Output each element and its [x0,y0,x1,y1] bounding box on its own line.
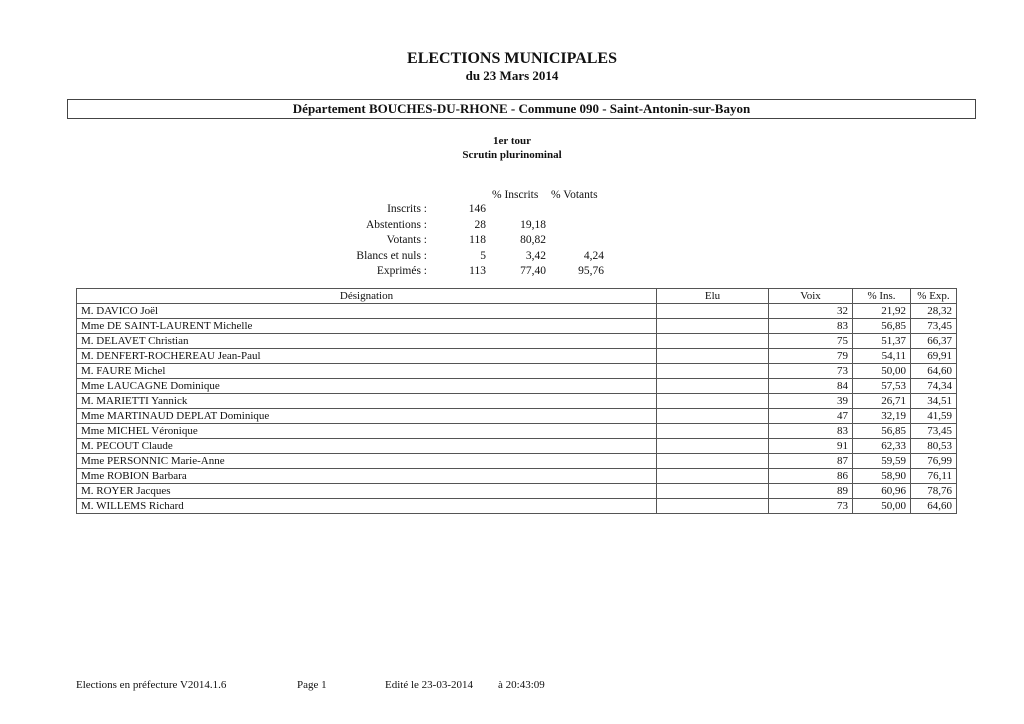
results-table [76,288,957,514]
pct-inscrits: 58,90 [853,469,911,484]
table-row [77,349,957,364]
stats-header-pct-votants: % Votants [551,189,598,201]
elected-mark [657,394,769,409]
stats-lab: Abstentions : [365,218,427,231]
elected-mark [657,304,769,319]
stats-lab: Inscrits : [387,203,427,215]
pct-inscrits: 56,85 [853,424,911,439]
pct-exprimes: 69,91 [911,349,957,364]
pct-exprimes: 64,60 [911,364,957,379]
pct-exprimes: 80,53 [911,439,957,454]
pct-exprimes: 28,32 [911,304,957,319]
pct-inscrits: 62,33 [853,439,911,454]
table-row [77,499,957,514]
pct-inscrits: 56,85 [853,319,911,334]
elected-mark [657,439,769,454]
stats-pi: 19,18 [520,218,546,231]
stats-pv: 4,24 [583,249,604,262]
footer-app-version: Elections en préfecture V2014.1.6 [76,679,227,691]
candidate-name: Mme LAUCAGNE Dominique [77,379,657,394]
pct-inscrits: 21,92 [853,304,911,319]
votes: 86 [769,469,853,484]
col-voix: Voix [769,289,853,304]
pct-inscrits: 59,59 [853,454,911,469]
table-row [77,454,957,469]
candidate-name: Mme ROBION Barbara [77,469,657,484]
votes: 79 [769,349,853,364]
table-row [77,304,957,319]
votes: 83 [769,424,853,439]
table-row [77,439,957,454]
table-row [77,334,957,349]
candidate-name: M. FAURE Michel [77,364,657,379]
table-row [77,394,957,409]
pct-inscrits: 60,96 [853,484,911,499]
candidate-name: M. MARIETTI Yannick [77,394,657,409]
votes: 75 [769,334,853,349]
stats-val: 28 [474,218,486,231]
stats-lab: Blancs et nuls : [356,249,427,262]
pct-exprimes: 76,11 [911,469,957,484]
stats-val: 118 [469,234,486,246]
footer-time: à 20:43:09 [498,679,545,691]
footer-edited: Edité le 23-03-2014 [385,679,473,691]
candidate-name: M. DAVICO Joël [77,304,657,319]
pct-inscrits: 51,37 [853,334,911,349]
votes: 73 [769,499,853,514]
votes: 32 [769,304,853,319]
pct-exprimes: 41,59 [911,409,957,424]
pct-exprimes: 74,34 [911,379,957,394]
footer-page: Page 1 [297,679,327,691]
votes: 39 [769,394,853,409]
votes: 84 [769,379,853,394]
stats-val: 5 [480,249,486,262]
pct-inscrits: 50,00 [853,499,911,514]
elected-mark [657,454,769,469]
elected-mark [657,424,769,439]
col-elu: Elu [657,289,769,304]
elected-mark [657,319,769,334]
stats-pi: 80,82 [520,234,546,246]
candidate-name: M. DENFERT-ROCHEREAU Jean-Paul [77,349,657,364]
table-row [77,319,957,334]
elected-mark [657,499,769,514]
stats-val: 146 [468,203,486,215]
candidate-name: Mme MARTINAUD DEPLAT Dominique [77,409,657,424]
table-row [77,424,957,439]
pct-exprimes: 76,99 [911,454,957,469]
candidate-name: Mme DE SAINT-LAURENT Michelle [77,319,657,334]
department-banner: Département BOUCHES-DU-RHONE - Commune 090 - Saint-Antonin-sur-Bayon [67,99,976,119]
col-designation: Désignation [77,289,657,304]
pct-exprimes: 34,51 [911,394,957,409]
votes: 83 [769,319,853,334]
table-row [77,409,957,424]
stats-val: 113 [469,265,486,277]
stats-pi: 3,42 [525,249,546,262]
stats-lab: Exprimés : [376,265,427,277]
votes: 89 [769,484,853,499]
elected-mark [657,349,769,364]
elected-mark [657,334,769,349]
ballot-type: Scrutin plurinominal [462,149,562,161]
col-pct-ins: % Ins. [853,289,911,304]
stats-header-pct-inscrits: % Inscrits [492,189,539,201]
table-row [77,484,957,499]
pct-exprimes: 64,60 [911,499,957,514]
pct-inscrits: 50,00 [853,364,911,379]
candidate-name: Mme PERSONNIC Marie-Anne [77,454,657,469]
candidate-name: M. WILLEMS Richard [77,499,657,514]
elected-mark [657,469,769,484]
elected-mark [657,484,769,499]
candidate-name: M. DELAVET Christian [77,334,657,349]
votes: 87 [769,454,853,469]
candidate-name: M. ROYER Jacques [77,484,657,499]
elected-mark [657,379,769,394]
table-row [77,379,957,394]
table-row [77,469,957,484]
pct-inscrits: 26,71 [853,394,911,409]
candidate-name: M. PECOUT Claude [77,439,657,454]
document-title: ELECTIONS MUNICIPALES [407,50,617,67]
pct-exprimes: 66,37 [911,334,957,349]
elected-mark [657,364,769,379]
pct-inscrits: 54,11 [853,349,911,364]
votes: 47 [769,409,853,424]
pct-inscrits: 32,19 [853,409,911,424]
round-label: 1er tour [493,135,531,147]
votes: 91 [769,439,853,454]
election-date: du 23 Mars 2014 [465,68,559,83]
stats-lab: Votants : [386,234,427,246]
pct-exprimes: 73,45 [911,424,957,439]
candidate-name: Mme MICHEL Véronique [77,424,657,439]
col-pct-exp: % Exp. [911,289,957,304]
pct-exprimes: 78,76 [911,484,957,499]
elected-mark [657,409,769,424]
table-row [77,364,957,379]
pct-inscrits: 57,53 [853,379,911,394]
stats-pi: 77,40 [520,265,546,277]
table-header-row [77,289,957,304]
votes: 73 [769,364,853,379]
pct-exprimes: 73,45 [911,319,957,334]
stats-pv: 95,76 [578,265,604,277]
